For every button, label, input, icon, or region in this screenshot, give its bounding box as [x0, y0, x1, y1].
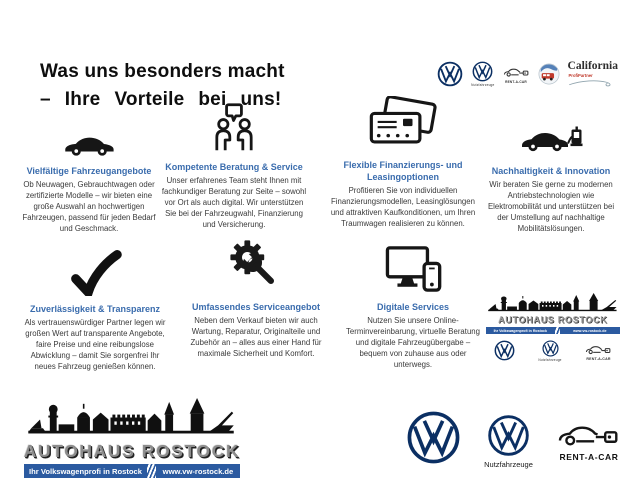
rent-a-car-label: RENT-A-CAR	[505, 79, 527, 84]
feature-body: Als vertrauenswürdiger Partner legen wir großen Wert auf transparente Angebote, faire Preise und eine reibungslose Abwicklung – damit Sie sorgenfrei Ihr neues Fahrzeug genießen können.	[24, 318, 166, 371]
feature-heading: Zuverlässigkeit & Transparenz	[29, 304, 161, 314]
feature-card-digital	[346, 240, 480, 371]
dealer-website: www.vw-rostock.de	[156, 464, 240, 478]
vw-logo-icon	[472, 61, 493, 82]
feature-card-sustainability	[482, 108, 620, 235]
dealer-mini-brand-logos	[486, 340, 620, 362]
dealer-tagline: Ihr Volkswagenprofi in Rostock	[486, 327, 555, 334]
feature-card-service	[180, 240, 332, 360]
feature-heading: Flexible Finanzierungs- und Leasingoptionen	[343, 160, 463, 183]
rent-a-car-icon	[585, 343, 612, 356]
dealer-name: AUTOHAUS ROSTOCK	[498, 315, 608, 325]
car-icon	[22, 104, 156, 158]
california-subtitle: ProfiPartner	[568, 72, 593, 78]
california-swoosh-icon	[568, 78, 614, 87]
banknotes-icon	[326, 98, 480, 152]
consultation-icon	[160, 100, 308, 154]
nutzfahrzeuge-label: Nutzfahrzeuge	[538, 358, 562, 362]
feature-heading: Vielfältige Fahrzeugangebote	[26, 166, 152, 176]
page-title-line1: Was uns besonders macht	[40, 61, 285, 82]
rent-a-car-icon	[556, 420, 622, 449]
rent-a-car-icon	[503, 65, 530, 79]
dealer-bar	[486, 327, 620, 334]
feature-heading: Digitale Services	[376, 302, 450, 312]
feature-body: Neben dem Verkauf bieten wir auch Wartung, Reparatur, Originalteile und Zubehör an – alles aus einer Hand für maximale Sicherheit und Komfort.	[190, 316, 322, 358]
feature-card-reliability	[24, 242, 166, 373]
bar-divider	[147, 464, 156, 478]
devices-icon	[346, 240, 480, 294]
vw-logo-icon	[542, 340, 559, 357]
rostock-skyline-icon	[487, 292, 619, 315]
rostock-skyline-icon	[24, 396, 240, 441]
nutzfahrzeuge-label: Nutzfahrzeuge	[484, 460, 533, 469]
e-mobility-icon	[482, 108, 620, 158]
vw-logo-icon	[406, 410, 461, 465]
checkmark-icon	[24, 242, 166, 296]
dealer-logo-main	[24, 396, 240, 478]
feature-body: Unser erfahrenes Team steht Ihnen mit fachkundiger Beratung zur Seite – sowohl vor Ort als auch digital. Wir unterstützen Sie bei der Fahrzeugwahl, Finanzierung und Versicherung.	[161, 176, 307, 229]
feature-body: Profitieren Sie von individuellen Finanzierungsmodellen, Leasinglösungen und attraktiven Kaufkonditionen, um Ihren Traumwagen realisieren zu können.	[330, 186, 476, 228]
feature-body: Wir beraten Sie gerne zu modernen Antriebstechnologien wie Elektromobilität und unterstützen bei der Umstellung auf nachhaltige Mobilitätslösungen.	[487, 180, 615, 233]
feature-body: Ob Neuwagen, Gebrauchtwagen oder zertifizierte Modelle – wir bieten eine große Auswahl an hochwertigen Fahrzeugen, passend für jeden Bedarf und Geschmack.	[22, 180, 156, 233]
dealer-name: AUTOHAUS ROSTOCK	[23, 441, 241, 461]
rent-a-car-logo	[556, 420, 622, 462]
california-name: California	[567, 60, 618, 73]
dealer-website: www.vw-rostock.de	[560, 327, 620, 334]
vw-logo-icon	[487, 414, 530, 457]
gear-wrench-icon	[180, 240, 332, 294]
california-profipartner-wordmark	[568, 61, 618, 87]
footer-brand-logos	[406, 410, 622, 469]
feature-card-vehicle-offers	[22, 104, 156, 235]
feature-body: Nutzen Sie unsere Online-Terminvereinbarung, virtuelle Beratung und digitale Fahrzeugübergabe – bequem von zuhause aus oder unterwegs.	[346, 316, 480, 369]
vw-nutzfahrzeuge-logo	[538, 340, 561, 362]
page-title-line2: – Ihre Vorteile bei uns!	[40, 88, 282, 110]
rent-a-car-logo	[585, 343, 612, 361]
vw-logo-icon	[494, 340, 515, 361]
rent-a-car-label: RENT-A-CAR	[559, 452, 619, 462]
nutzfahrzeuge-label: Nutzfahrzeuge	[471, 83, 495, 87]
dealer-logo-mini	[486, 292, 620, 362]
feature-heading: Kompetente Beratung & Service	[165, 162, 303, 172]
feature-heading: Nachhaltigkeit & Innovation	[491, 166, 611, 176]
vw-logo-icon	[437, 61, 463, 87]
feature-heading: Umfassendes Serviceangebot	[191, 302, 321, 312]
dealer-bar	[24, 464, 240, 478]
california-badge-icon	[538, 63, 560, 85]
feature-card-financing	[326, 98, 480, 230]
feature-card-consulting	[160, 100, 308, 231]
header-brand-logos	[437, 61, 618, 87]
vw-nutzfahrzeuge-logo	[484, 414, 533, 469]
rent-a-car-label: RENT-A-CAR	[586, 357, 611, 361]
rent-a-car-logo	[503, 65, 530, 84]
vw-nutzfahrzeuge-logo	[471, 61, 494, 87]
dealer-tagline: Ihr Volkswagenprofi in Rostock	[24, 464, 147, 478]
